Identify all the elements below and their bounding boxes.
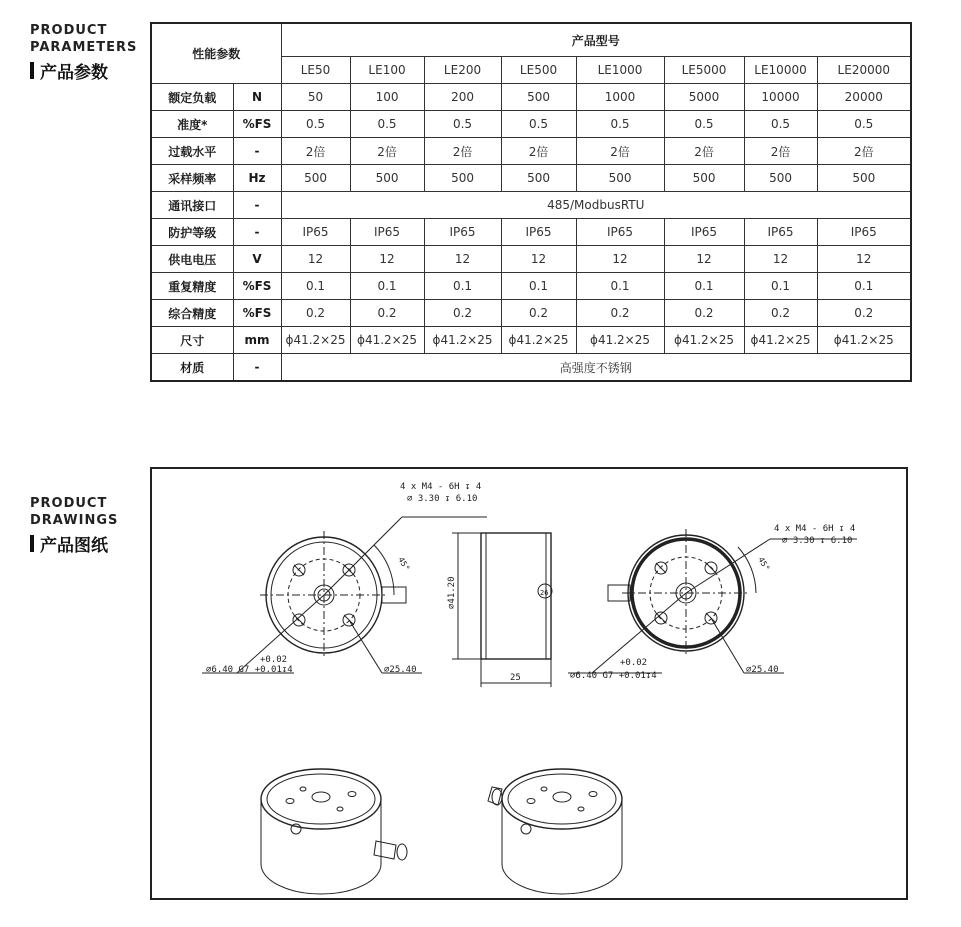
value-cell: IP65 [664,219,744,246]
heading-cn-text: 产品图纸 [40,536,108,556]
value-cell: 12 [744,246,817,273]
row-label: 过载水平 [151,138,233,165]
spanning-value-cell: 高强度不锈钢 [281,354,911,382]
value-cell: 0.5 [424,111,501,138]
model-name-cell: LE200 [424,57,501,84]
bore-tol-right: +0.02 [620,658,648,668]
table-row [151,354,911,382]
table-row [151,84,911,111]
row-label: 防护等级 [151,219,233,246]
value-cell: 0.2 [817,300,911,327]
bore-tol-left: +0.02 [260,655,288,665]
bore-spec-left: ⌀6.40 G7 +0.01↧4 [206,665,293,675]
table-row [151,300,911,327]
value-cell: 0.2 [424,300,501,327]
value-cell: 0.5 [350,111,424,138]
value-cell: 0.1 [664,273,744,300]
row-unit: %FS [233,300,281,327]
row-label: 采样频率 [151,165,233,192]
value-cell: IP65 [424,219,501,246]
value-cell: 12 [664,246,744,273]
side-view [452,533,552,687]
parameters-table-body [151,84,911,382]
pcd-left: ⌀25.40 [384,665,417,675]
value-cell: 12 [817,246,911,273]
value-cell: 0.1 [744,273,817,300]
value-cell: 0.5 [281,111,350,138]
value-cell: ϕ41.2×25 [350,327,424,354]
table-row [151,273,911,300]
side-badge: 26 [540,589,549,597]
parameters-table [150,22,912,382]
value-cell: 12 [424,246,501,273]
value-cell: 0.2 [281,300,350,327]
value-cell: ϕ41.2×25 [501,327,576,354]
value-cell: 0.5 [576,111,664,138]
row-label: 材质 [151,354,233,382]
value-cell: 500 [817,165,911,192]
top-view-right [568,529,857,673]
value-cell: 2倍 [281,138,350,165]
value-cell: 500 [501,84,576,111]
row-label: 尺寸 [151,327,233,354]
model-name-cell: LE10000 [744,57,817,84]
value-cell: 50 [281,84,350,111]
row-label: 准度* [151,111,233,138]
value-cell: 0.5 [817,111,911,138]
value-cell: IP65 [576,219,664,246]
heading-cn-text: 产品参数 [40,63,108,83]
diameter-dim-side: ⌀41.20 [447,576,457,609]
value-cell: 200 [424,84,501,111]
value-cell: 100 [350,84,424,111]
value-cell: 10000 [744,84,817,111]
value-cell: IP65 [501,219,576,246]
value-cell: IP65 [817,219,911,246]
row-unit: - [233,138,281,165]
value-cell: 500 [281,165,350,192]
value-cell: 20000 [817,84,911,111]
angle-label-left: 45° [396,555,412,573]
performance-params-header: 性能参数 [151,23,281,84]
thread-spec-left-2: ⌀ 3.30 ↧ 6.10 [407,494,478,504]
heading-cn [30,531,118,556]
value-cell: 0.1 [281,273,350,300]
row-unit: %FS [233,273,281,300]
row-unit: - [233,219,281,246]
value-cell: 500 [501,165,576,192]
value-cell: 12 [350,246,424,273]
table-row [151,327,911,354]
product-parameters-heading [30,22,137,83]
row-unit: N [233,84,281,111]
model-header: 产品型号 [281,23,911,57]
heading-en-line1: PRODUCT [30,23,108,38]
value-cell: 2倍 [350,138,424,165]
width-dim-side: 25 [510,673,521,683]
value-cell: ϕ41.2×25 [281,327,350,354]
value-cell: 0.5 [664,111,744,138]
technical-drawing [152,469,910,902]
value-cell: 2倍 [424,138,501,165]
value-cell: 2倍 [664,138,744,165]
value-cell: ϕ41.2×25 [664,327,744,354]
row-label: 重复精度 [151,273,233,300]
value-cell: 500 [576,165,664,192]
value-cell: ϕ41.2×25 [744,327,817,354]
value-cell: 2倍 [744,138,817,165]
value-cell: 0.2 [350,300,424,327]
model-name-cell: LE50 [281,57,350,84]
value-cell: 12 [281,246,350,273]
value-cell: 2倍 [501,138,576,165]
row-unit: Hz [233,165,281,192]
value-cell: 0.5 [501,111,576,138]
value-cell: 2倍 [817,138,911,165]
value-cell: IP65 [744,219,817,246]
spanning-value-cell: 485/ModbusRTU [281,192,911,219]
value-cell: 0.5 [744,111,817,138]
row-label: 通讯接口 [151,192,233,219]
value-cell: 0.1 [576,273,664,300]
row-unit: - [233,192,281,219]
value-cell: 500 [744,165,817,192]
value-cell: 5000 [664,84,744,111]
table-row [151,192,911,219]
row-unit: mm [233,327,281,354]
value-cell: 2倍 [576,138,664,165]
value-cell: 0.2 [744,300,817,327]
model-name-cell: LE20000 [817,57,911,84]
model-name-cell: LE1000 [576,57,664,84]
value-cell: 12 [501,246,576,273]
thread-spec-right-2: ⌀ 3.30 ↧ 6.10 [782,536,853,546]
value-cell: ϕ41.2×25 [576,327,664,354]
value-cell: 0.1 [501,273,576,300]
value-cell: 500 [350,165,424,192]
heading-en-line2: PARAMETERS [30,40,138,55]
thread-spec-right-1: 4 x M4 - 6H ↧ 4 [774,524,856,534]
row-label: 供电电压 [151,246,233,273]
value-cell: 0.1 [424,273,501,300]
angle-label-right: 45° [756,555,772,573]
value-cell: ϕ41.2×25 [424,327,501,354]
table-row [151,219,911,246]
model-name-cell: LE500 [501,57,576,84]
value-cell: 0.1 [350,273,424,300]
table-row [151,138,911,165]
heading-cn [30,58,137,83]
value-cell: 500 [664,165,744,192]
row-label: 综合精度 [151,300,233,327]
product-drawings-heading [30,495,118,556]
isometric-view-left [261,769,407,894]
row-unit: V [233,246,281,273]
heading-bar-decoration [30,535,34,552]
heading-en-line2: DRAWINGS [30,513,119,528]
value-cell: ϕ41.2×25 [817,327,911,354]
row-label: 额定负载 [151,84,233,111]
drawings-frame [150,467,908,900]
isometric-view-right [488,769,622,894]
value-cell: 1000 [576,84,664,111]
pcd-right: ⌀25.40 [746,665,779,675]
row-unit: - [233,354,281,382]
thread-spec-left-1: 4 x M4 - 6H ↧ 4 [400,482,482,492]
table-row [151,111,911,138]
table-row [151,246,911,273]
row-unit: %FS [233,111,281,138]
heading-bar-decoration [30,62,34,79]
value-cell: 12 [576,246,664,273]
bore-spec-right: ⌀6.40 G7 +0.01↧4 [570,671,657,681]
model-name-cell: LE100 [350,57,424,84]
value-cell: 500 [424,165,501,192]
value-cell: IP65 [281,219,350,246]
heading-en-line1: PRODUCT [30,496,108,511]
value-cell: IP65 [350,219,424,246]
model-name-cell: LE5000 [664,57,744,84]
value-cell: 0.1 [817,273,911,300]
value-cell: 0.2 [664,300,744,327]
table-row [151,165,911,192]
value-cell: 0.2 [501,300,576,327]
value-cell: 0.2 [576,300,664,327]
top-view-left [202,517,487,673]
